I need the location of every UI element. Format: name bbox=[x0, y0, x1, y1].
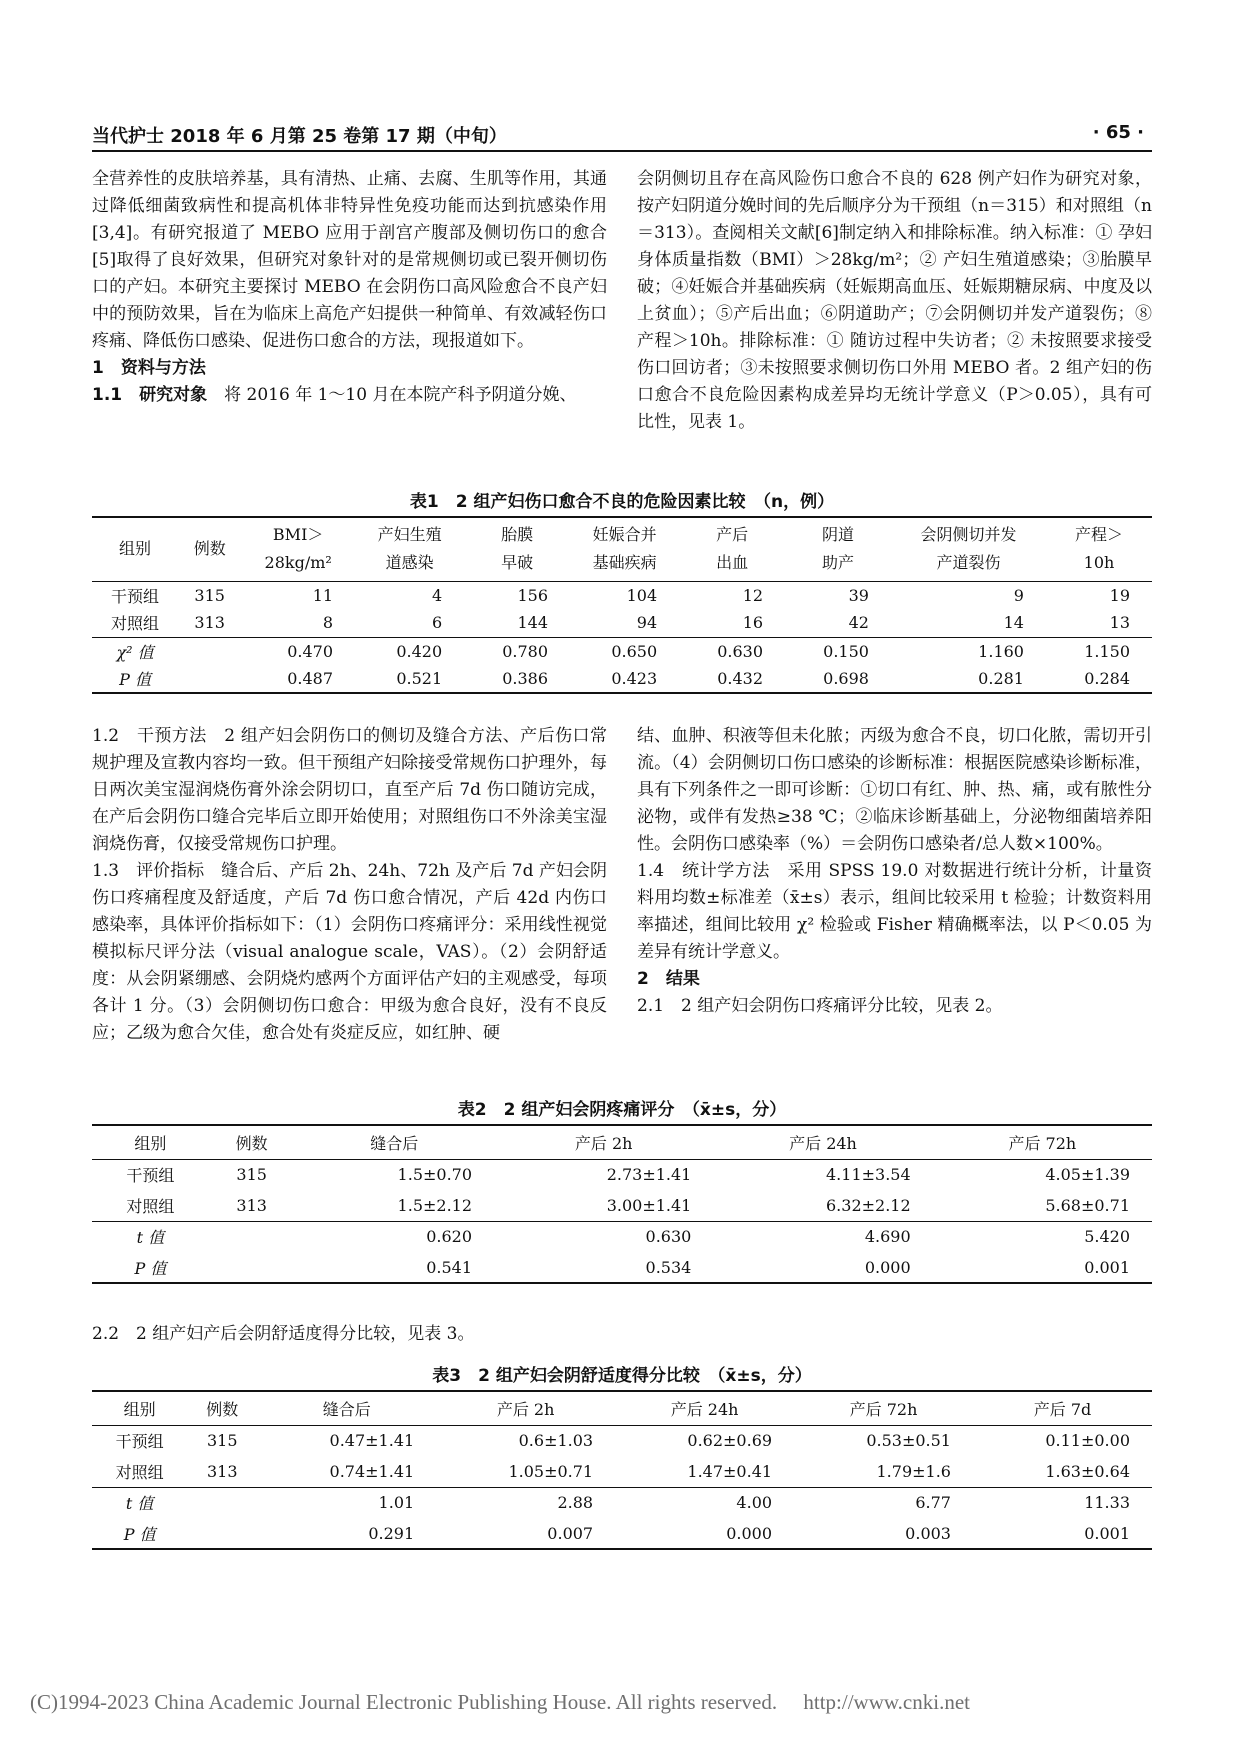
table-cell: 0.620 bbox=[426, 1227, 473, 1247]
table-cell: t 值 bbox=[125, 1494, 154, 1514]
table1-header-cell bbox=[464, 517, 570, 581]
table-cell: 4.690 bbox=[864, 1227, 911, 1247]
table-cell: 19 bbox=[1109, 585, 1130, 605]
table3-header-cell: 产后 2h bbox=[496, 1399, 555, 1419]
table-cell bbox=[187, 1518, 257, 1549]
header-rule bbox=[92, 150, 1152, 152]
table-cell: 对照组 bbox=[126, 1196, 175, 1216]
section-2-2-text: 2.2 2 组产妇产后会阴舒适度得分比较，见表 3。 bbox=[92, 1324, 475, 1344]
table1-header-cell bbox=[178, 517, 241, 581]
table2-header-cell: 产后 2h bbox=[574, 1133, 633, 1153]
infection-criteria-paragraph: 结、血肿、积液等但未化脓；丙级为愈合不良，切口化脓，需切开引流。（4）会阴侧切口伤口感染的诊断标准：根据医院感染诊断标准，具有下列条件之一即可诊断：①切口有红、肿、热、痛，或有脓性分泌物，或伴有发热≥38 ℃；②临床诊断基础上，分泌物细菌培养阳性。会阴伤口感染率（%）＝会阴伤口感染者/总人数×100%。 bbox=[637, 726, 1152, 854]
table-cell: 0.003 bbox=[905, 1523, 951, 1543]
evaluation-paragraph: 1.3 评价指标 缝合后、产后 2h、24h、72h 及产后 7d 产妇会阴伤口疼痛程度及舒适度，产后 7d 伤口愈合情况，产后 42d 内伤口感染率，具体评价指标如下：（1）会阴伤口疼痛评分：采用线性视觉模拟标尺评分法（visual analogue scale，VAS）。（2）会阴舒适度：从会阴紧绷感、会阴烧灼感两个方面评估产妇的主观感受，每项各计 1 分。（3）会阴侧切伤口愈合：甲级为愈合良好，没有不良反应；乙级为愈合欠佳，愈合处有炎症反应，如红肿、硬 bbox=[92, 861, 607, 1043]
table-cell: 94 bbox=[636, 613, 658, 633]
table-cell: 0.534 bbox=[645, 1257, 692, 1277]
table-cell: 315 bbox=[236, 1165, 267, 1185]
table3 bbox=[92, 1390, 1152, 1550]
table-cell: 0.470 bbox=[287, 641, 334, 661]
running-header bbox=[92, 122, 1152, 152]
copyright-footer: (C)1994-2023 China Academic Journal Electronic Publishing House. All rights reserved. http://www.cnki.net bbox=[30, 1690, 970, 1714]
table3-header-cell: 产后 7d bbox=[1033, 1399, 1092, 1419]
table-cell: 0.432 bbox=[717, 669, 764, 688]
table-cell: 0.001 bbox=[1084, 1257, 1130, 1277]
table1-header-line: 基础疾病 bbox=[592, 553, 657, 573]
table1-header-line: 产妇生殖 bbox=[377, 525, 442, 545]
table-row bbox=[92, 1221, 1152, 1252]
table-cell bbox=[187, 1487, 257, 1518]
section-1-1-text: 将 2016 年 1～10 月在本院产科予阴道分娩、 bbox=[224, 385, 577, 405]
table1-header-line: 10h bbox=[1083, 553, 1115, 573]
table-cell: 2.73±1.41 bbox=[606, 1165, 692, 1185]
table-cell: 0.284 bbox=[1084, 669, 1130, 688]
table-cell: 0.74±1.41 bbox=[329, 1461, 415, 1481]
table-cell: 对照组 bbox=[115, 1462, 164, 1482]
table3-header-cell: 例数 bbox=[206, 1399, 239, 1419]
table-cell: χ² 值 bbox=[116, 642, 154, 662]
table1-header-cell bbox=[355, 517, 464, 581]
table-cell: 315 bbox=[207, 1431, 238, 1451]
table-row bbox=[92, 1425, 1152, 1456]
table-cell: 1.160 bbox=[978, 641, 1024, 661]
table-cell: 干预组 bbox=[126, 1166, 175, 1186]
section-2-heading: 2 结果 bbox=[637, 969, 700, 989]
table-cell: 1.05±0.71 bbox=[508, 1461, 594, 1481]
table1-header-line: 胎膜 bbox=[501, 525, 534, 545]
table-cell: 4.11±3.54 bbox=[826, 1165, 911, 1185]
table1-header-line: 阴道 bbox=[822, 525, 855, 545]
table-row bbox=[92, 1456, 1152, 1487]
table-cell: 干预组 bbox=[111, 586, 160, 606]
table-cell: 0.11±0.00 bbox=[1045, 1431, 1130, 1451]
table-cell: 0.420 bbox=[396, 641, 443, 661]
section-1-1-heading: 1.1 研究对象 bbox=[92, 385, 208, 405]
table-cell: 104 bbox=[626, 585, 658, 605]
right-column-top bbox=[637, 166, 1152, 436]
table-cell: 0.630 bbox=[717, 641, 764, 661]
table-cell: 5.68±0.71 bbox=[1045, 1195, 1130, 1215]
table3-caption: 表3 2 组产妇会阴舒适度得分比较 （x̄±s，分） bbox=[432, 1366, 812, 1386]
table1-header-cell bbox=[92, 517, 178, 581]
table1-header-line: 妊娠合并 bbox=[592, 525, 657, 545]
table-cell: 11.33 bbox=[1084, 1493, 1130, 1513]
table-cell: 1.5±2.12 bbox=[397, 1195, 473, 1215]
table-cell: 0.423 bbox=[611, 669, 658, 688]
table-cell: 5.420 bbox=[1084, 1227, 1130, 1247]
left-column-middle bbox=[92, 723, 607, 1047]
table-row bbox=[92, 1190, 1152, 1221]
table-cell: 0.47±1.41 bbox=[329, 1431, 415, 1451]
table-cell: 0.62±0.69 bbox=[687, 1431, 773, 1451]
table-cell: 1.79±1.6 bbox=[876, 1461, 951, 1481]
table-cell: 1.63±0.64 bbox=[1045, 1461, 1130, 1481]
table-cell: 0.521 bbox=[396, 669, 443, 688]
table3-header-cell: 组别 bbox=[123, 1399, 156, 1419]
table-cell: 0.487 bbox=[287, 669, 334, 688]
table-row bbox=[92, 1518, 1152, 1549]
table1-header-line: 助产 bbox=[822, 553, 855, 573]
table-cell: P 值 bbox=[119, 670, 151, 689]
table-cell: 315 bbox=[194, 585, 225, 605]
table-cell bbox=[209, 1252, 295, 1283]
table1-header-cell bbox=[241, 517, 355, 581]
table-cell: P 值 bbox=[123, 1524, 156, 1544]
table-cell: 12 bbox=[742, 585, 764, 605]
table2-caption: 表2 2 组产妇会阴疼痛评分 （x̄±s，分） bbox=[457, 1100, 787, 1120]
table-row bbox=[92, 581, 1152, 609]
table-row bbox=[92, 637, 1152, 665]
table-cell: 0.007 bbox=[547, 1523, 594, 1543]
table1-header-cell bbox=[785, 517, 891, 581]
table1-header-line: 产程＞ bbox=[1074, 525, 1123, 545]
table-cell bbox=[178, 637, 241, 665]
left-column-top bbox=[92, 166, 607, 409]
table-row bbox=[92, 1487, 1152, 1518]
table-cell: 39 bbox=[848, 585, 869, 605]
table-cell: 0.780 bbox=[502, 641, 549, 661]
table-cell: 3.00±1.41 bbox=[606, 1195, 692, 1215]
table1-header-cell bbox=[679, 517, 785, 581]
statistics-paragraph: 1.4 统计学方法 采用 SPSS 19.0 对数据进行统计分析，计量资料用均数±标准差（x̄±s）表示，组间比较采用 t 检验；计数资料用率描述，组间比较用 χ² 检验或 Fisher 精确概率法，以 P＜0.05 为差异有统计学意义。 bbox=[637, 861, 1152, 962]
table-cell: 313 bbox=[207, 1461, 238, 1481]
table-cell: 4 bbox=[431, 585, 443, 605]
table-row bbox=[92, 665, 1152, 693]
table-cell: 13 bbox=[1109, 613, 1130, 633]
table-cell bbox=[209, 1221, 295, 1252]
section-2-1: 2.1 2 组产妇会阴伤口疼痛评分比较，见表 2。 bbox=[637, 996, 1003, 1016]
table3-header-cell: 缝合后 bbox=[322, 1399, 371, 1419]
table2-header-cell: 产后 24h bbox=[789, 1133, 857, 1153]
table-cell: 8 bbox=[322, 613, 334, 633]
table-cell: 1.01 bbox=[378, 1493, 415, 1513]
table-cell: 4.05±1.39 bbox=[1045, 1165, 1130, 1185]
table2-header-cell: 例数 bbox=[235, 1133, 268, 1153]
table1-header-line: 出血 bbox=[716, 553, 749, 573]
table-cell: 9 bbox=[1013, 585, 1024, 605]
table-cell: 0.630 bbox=[645, 1227, 692, 1247]
table-cell: 144 bbox=[517, 613, 549, 633]
table-row bbox=[92, 1159, 1152, 1190]
table1 bbox=[92, 516, 1152, 694]
table-cell: 6.77 bbox=[915, 1493, 951, 1513]
table-row bbox=[92, 609, 1152, 637]
table1-header-line: 例数 bbox=[193, 539, 226, 559]
page-number: · 65 · bbox=[1092, 122, 1144, 143]
table1-header-line: 会阴侧切并发 bbox=[920, 525, 1017, 545]
table1-header-cell bbox=[891, 517, 1046, 581]
table-cell: 0.6±1.03 bbox=[518, 1431, 594, 1451]
table-cell: 14 bbox=[1003, 613, 1024, 633]
table1-header-line: 产道裂伤 bbox=[936, 553, 1001, 573]
table1-header-cell bbox=[570, 517, 679, 581]
table-cell: 0.001 bbox=[1084, 1523, 1130, 1543]
table1-header-cell bbox=[1046, 517, 1152, 581]
table-cell: 313 bbox=[194, 613, 225, 633]
table-cell: 156 bbox=[517, 585, 549, 605]
journal-issue: 当代护士 2018 年 6 月第 25 卷第 17 期（中旬） bbox=[92, 126, 507, 147]
table-cell: 0.281 bbox=[978, 669, 1024, 688]
table-cell: 0.53±0.51 bbox=[866, 1431, 951, 1451]
right-column-middle bbox=[637, 723, 1152, 1020]
subjects-paragraph: 会阴侧切且存在高风险伤口愈合不良的 628 例产妇作为研究对象，按产妇阴道分娩时间的先后顺序分为干预组（n＝315）和对照组（n＝313）。查阅相关文献[6]制定纳入和排除标准。纳入标准：① 孕妇身体质量指数（BMI）＞28kg/m²；② 产妇生殖道感染；③胎膜早破；④妊娠合并基础疾病（妊娠期高血压、妊娠期糖尿病、中度及以上贫血）；⑤产后出血；⑥阴道助产；⑦会阴侧切并发产道裂伤；⑧ 产程＞10h。排除标准：① 随访过程中失访者；② 未按照要求接受伤口回访者；③未按照要求侧切伤口外用 MEBO 者。2 组产妇的伤口愈合不良危险因素构成差异均无统计学意义（P＞0.05），具有可比性，见表 1。 bbox=[637, 169, 1152, 432]
table-cell: 0.698 bbox=[823, 669, 869, 688]
section-1-heading: 1 资料与方法 bbox=[92, 358, 206, 378]
table-cell: 0.000 bbox=[726, 1523, 773, 1543]
table-cell: 4.00 bbox=[736, 1493, 773, 1513]
table-cell: 干预组 bbox=[115, 1432, 164, 1452]
table-cell: 0.150 bbox=[823, 641, 869, 661]
table-row bbox=[92, 1252, 1152, 1283]
table1-header-line: 早破 bbox=[501, 553, 534, 573]
table-cell: 42 bbox=[848, 613, 869, 633]
table-cell: 313 bbox=[236, 1195, 267, 1215]
table-cell bbox=[178, 665, 241, 693]
table2-header-cell: 组别 bbox=[134, 1133, 167, 1153]
table-cell: 1.150 bbox=[1084, 641, 1130, 661]
table-cell: 1.5±0.70 bbox=[397, 1165, 473, 1185]
table2-header-cell: 产后 72h bbox=[1008, 1133, 1077, 1153]
table-cell: 0.541 bbox=[426, 1257, 473, 1277]
table-cell: 0.291 bbox=[368, 1523, 415, 1543]
table2-header-cell: 缝合后 bbox=[370, 1133, 419, 1153]
table3-header-cell: 产后 72h bbox=[849, 1399, 918, 1419]
table-cell: P 值 bbox=[134, 1258, 167, 1278]
table2 bbox=[92, 1124, 1152, 1284]
table-cell: 6 bbox=[431, 613, 443, 633]
table-cell: 11 bbox=[312, 585, 334, 605]
intro-paragraph: 全营养性的皮肤培养基，具有清热、止痛、去腐、生肌等作用，其通过降低细菌致病性和提高机体非特异性免疫功能而达到抗感染作用[3,4]。有研究报道了 MEBO 应用于剖宫产腹部及侧切伤口的愈合[5]取得了良好效果，但研究对象针对的是常规侧切或已裂开侧切伤口的产妇。本研究主要探讨 MEBO 在会阴伤口高风险愈合不良产妇中的预防效果，旨在为临床上高危产妇提供一种简单、有效减轻伤口疼痛、降低伤口感染、促进伤口愈合的方法，现报道如下。 bbox=[92, 169, 607, 351]
section-2-2 bbox=[92, 1321, 792, 1348]
table-cell: 1.47±0.41 bbox=[687, 1461, 773, 1481]
table-cell: 0.650 bbox=[611, 641, 658, 661]
table-cell: t 值 bbox=[136, 1228, 165, 1248]
table-cell: 6.32±2.12 bbox=[826, 1195, 911, 1215]
table1-header-line: 28kg/m² bbox=[264, 553, 332, 573]
intervention-paragraph: 1.2 干预方法 2 组产妇会阴伤口的侧切及缝合方法、产后伤口常规护理及宣教内容均一致。但干预组产妇除接受常规伤口护理外，每日两次美宝湿润烧伤膏外涂会阴切口，直至产后 7d 伤口随访完成，在产后会阴伤口缝合完毕后立即开始使用；对照组伤口不外涂美宝湿润烧伤膏，仅接受常规伤口护理。 bbox=[92, 726, 607, 854]
table-cell: 对照组 bbox=[111, 614, 160, 634]
table1-header-line: BMI＞ bbox=[272, 525, 324, 545]
table-cell: 16 bbox=[742, 613, 764, 633]
table1-header-line: 产后 bbox=[716, 525, 749, 545]
table1-caption: 表1 2 组产妇伤口愈合不良的危险因素比较 （n，例） bbox=[409, 492, 835, 512]
section-1-1 bbox=[92, 382, 607, 409]
table-cell: 0.386 bbox=[502, 669, 549, 688]
table1-header-line: 组别 bbox=[119, 539, 152, 559]
table3-header-cell: 产后 24h bbox=[670, 1399, 739, 1419]
table-cell: 0.000 bbox=[864, 1257, 911, 1277]
table-cell: 2.88 bbox=[557, 1493, 594, 1513]
table1-header-line: 道感染 bbox=[385, 553, 434, 573]
